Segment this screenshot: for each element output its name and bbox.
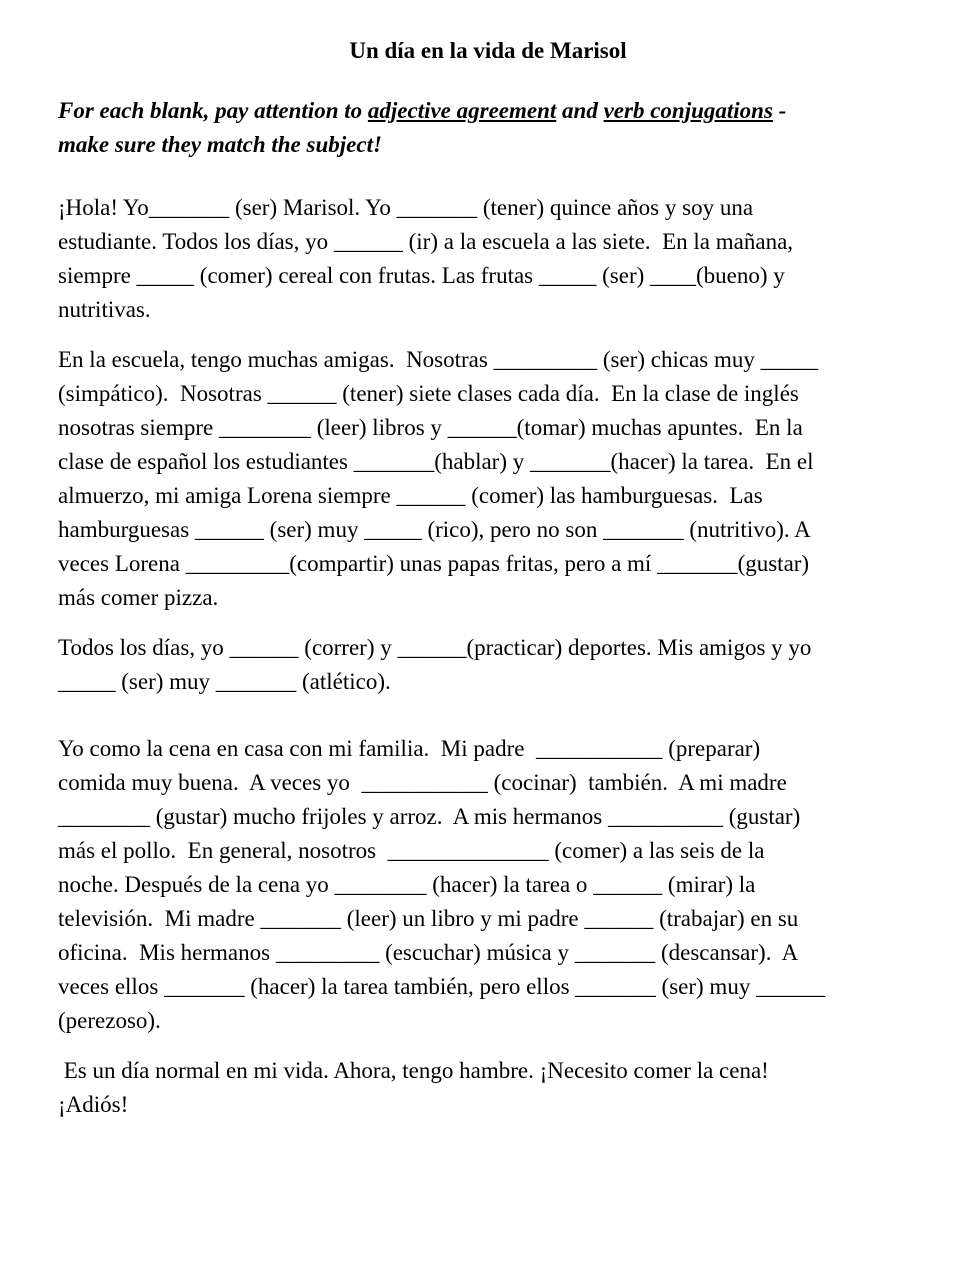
text-line: oficina. Mis hermanos _________ (escuchar) música y _______ (descansar). A: [58, 940, 799, 965]
text-line: almuerzo, mi amiga Lorena siempre ______ (comer) las hamburguesas. Las: [58, 483, 763, 508]
text-line: nutritivas.: [58, 297, 151, 322]
text-line: ¡Hola! Yo_______ (ser) Marisol. Yo _______ (tener) quince años y soy una: [58, 195, 754, 220]
text-line: ________ (gustar) mucho frijoles y arroz. A mis hermanos __________ (gustar): [58, 804, 801, 829]
instructions-text: -: [772, 98, 787, 123]
text-line: _____ (ser) muy _______ (atlético).: [58, 669, 391, 694]
text-line: veces Lorena _________(compartir) unas papas fritas, pero a mí _______(gustar): [58, 551, 810, 576]
paragraph-closing: [58, 1054, 918, 1122]
text-line: Es un día normal en mi vida. Ahora, tengo hambre. ¡Necesito comer la cena!: [58, 1058, 769, 1083]
text-line: más el pollo. En general, nosotros ______________ (comer) a las seis de la: [58, 838, 765, 863]
paragraph-sports: [58, 631, 918, 699]
text-line: siempre _____ (comer) cereal con frutas. Las frutas _____ (ser) ____(bueno) y: [58, 263, 785, 288]
text-line: ¡Adiós!: [58, 1092, 129, 1117]
text-line: televisión. Mi madre _______ (leer) un libro y mi padre ______ (trabajar) en su: [58, 906, 799, 931]
instructions-line-1: [58, 94, 918, 128]
text-line: estudiante. Todos los días, yo ______ (ir) a la escuela a las siete. En la mañana,: [58, 229, 794, 254]
text-line: (simpático). Nosotras ______ (tener) siete clases cada día. En la clase de inglés: [58, 381, 799, 406]
text-line: (perezoso).: [58, 1008, 161, 1033]
text-line: Yo como la cena en casa con mi familia. Mi padre ___________ (preparar): [58, 736, 761, 761]
instructions-text: and: [556, 98, 604, 123]
text-line: más comer pizza.: [58, 585, 219, 610]
text-line: veces ellos _______ (hacer) la tarea también, pero ellos _______ (ser) muy ______: [58, 974, 826, 999]
text-line: Todos los días, yo ______ (correr) y ______(practicar) deportes. Mis amigos y yo: [58, 635, 812, 660]
instructions-text: For each blank, pay attention to: [58, 98, 368, 123]
text-line: nosotras siempre ________ (leer) libros y ______(tomar) muchas apuntes. En la: [58, 415, 803, 440]
text-line: En la escuela, tengo muchas amigas. Nosotras _________ (ser) chicas muy _____: [58, 347, 819, 372]
instructions-line-2: make sure they match the subject!: [58, 132, 382, 157]
paragraph-intro: [58, 191, 918, 327]
text-line: noche. Después de la cena yo ________ (hacer) la tarea o ______ (mirar) la: [58, 872, 756, 897]
worksheet-page: [58, 36, 918, 1138]
page-title: Un día en la vida de Marisol: [349, 38, 627, 63]
instructions: [58, 94, 918, 162]
instructions-term-verb-conjugations: verb conjugations: [603, 98, 773, 123]
text-line: hamburguesas ______ (ser) muy _____ (rico), pero no son _______ (nutritivo). A: [58, 517, 811, 542]
paragraph-dinner: [58, 732, 918, 1038]
text-line: clase de español los estudiantes _______(hablar) y _______(hacer) la tarea. En el: [58, 449, 814, 474]
instructions-term-adjective-agreement: adjective agreement: [367, 98, 557, 123]
paragraph-school: [58, 343, 918, 615]
text-line: comida muy buena. A veces yo ___________ (cocinar) también. A mi madre: [58, 770, 787, 795]
